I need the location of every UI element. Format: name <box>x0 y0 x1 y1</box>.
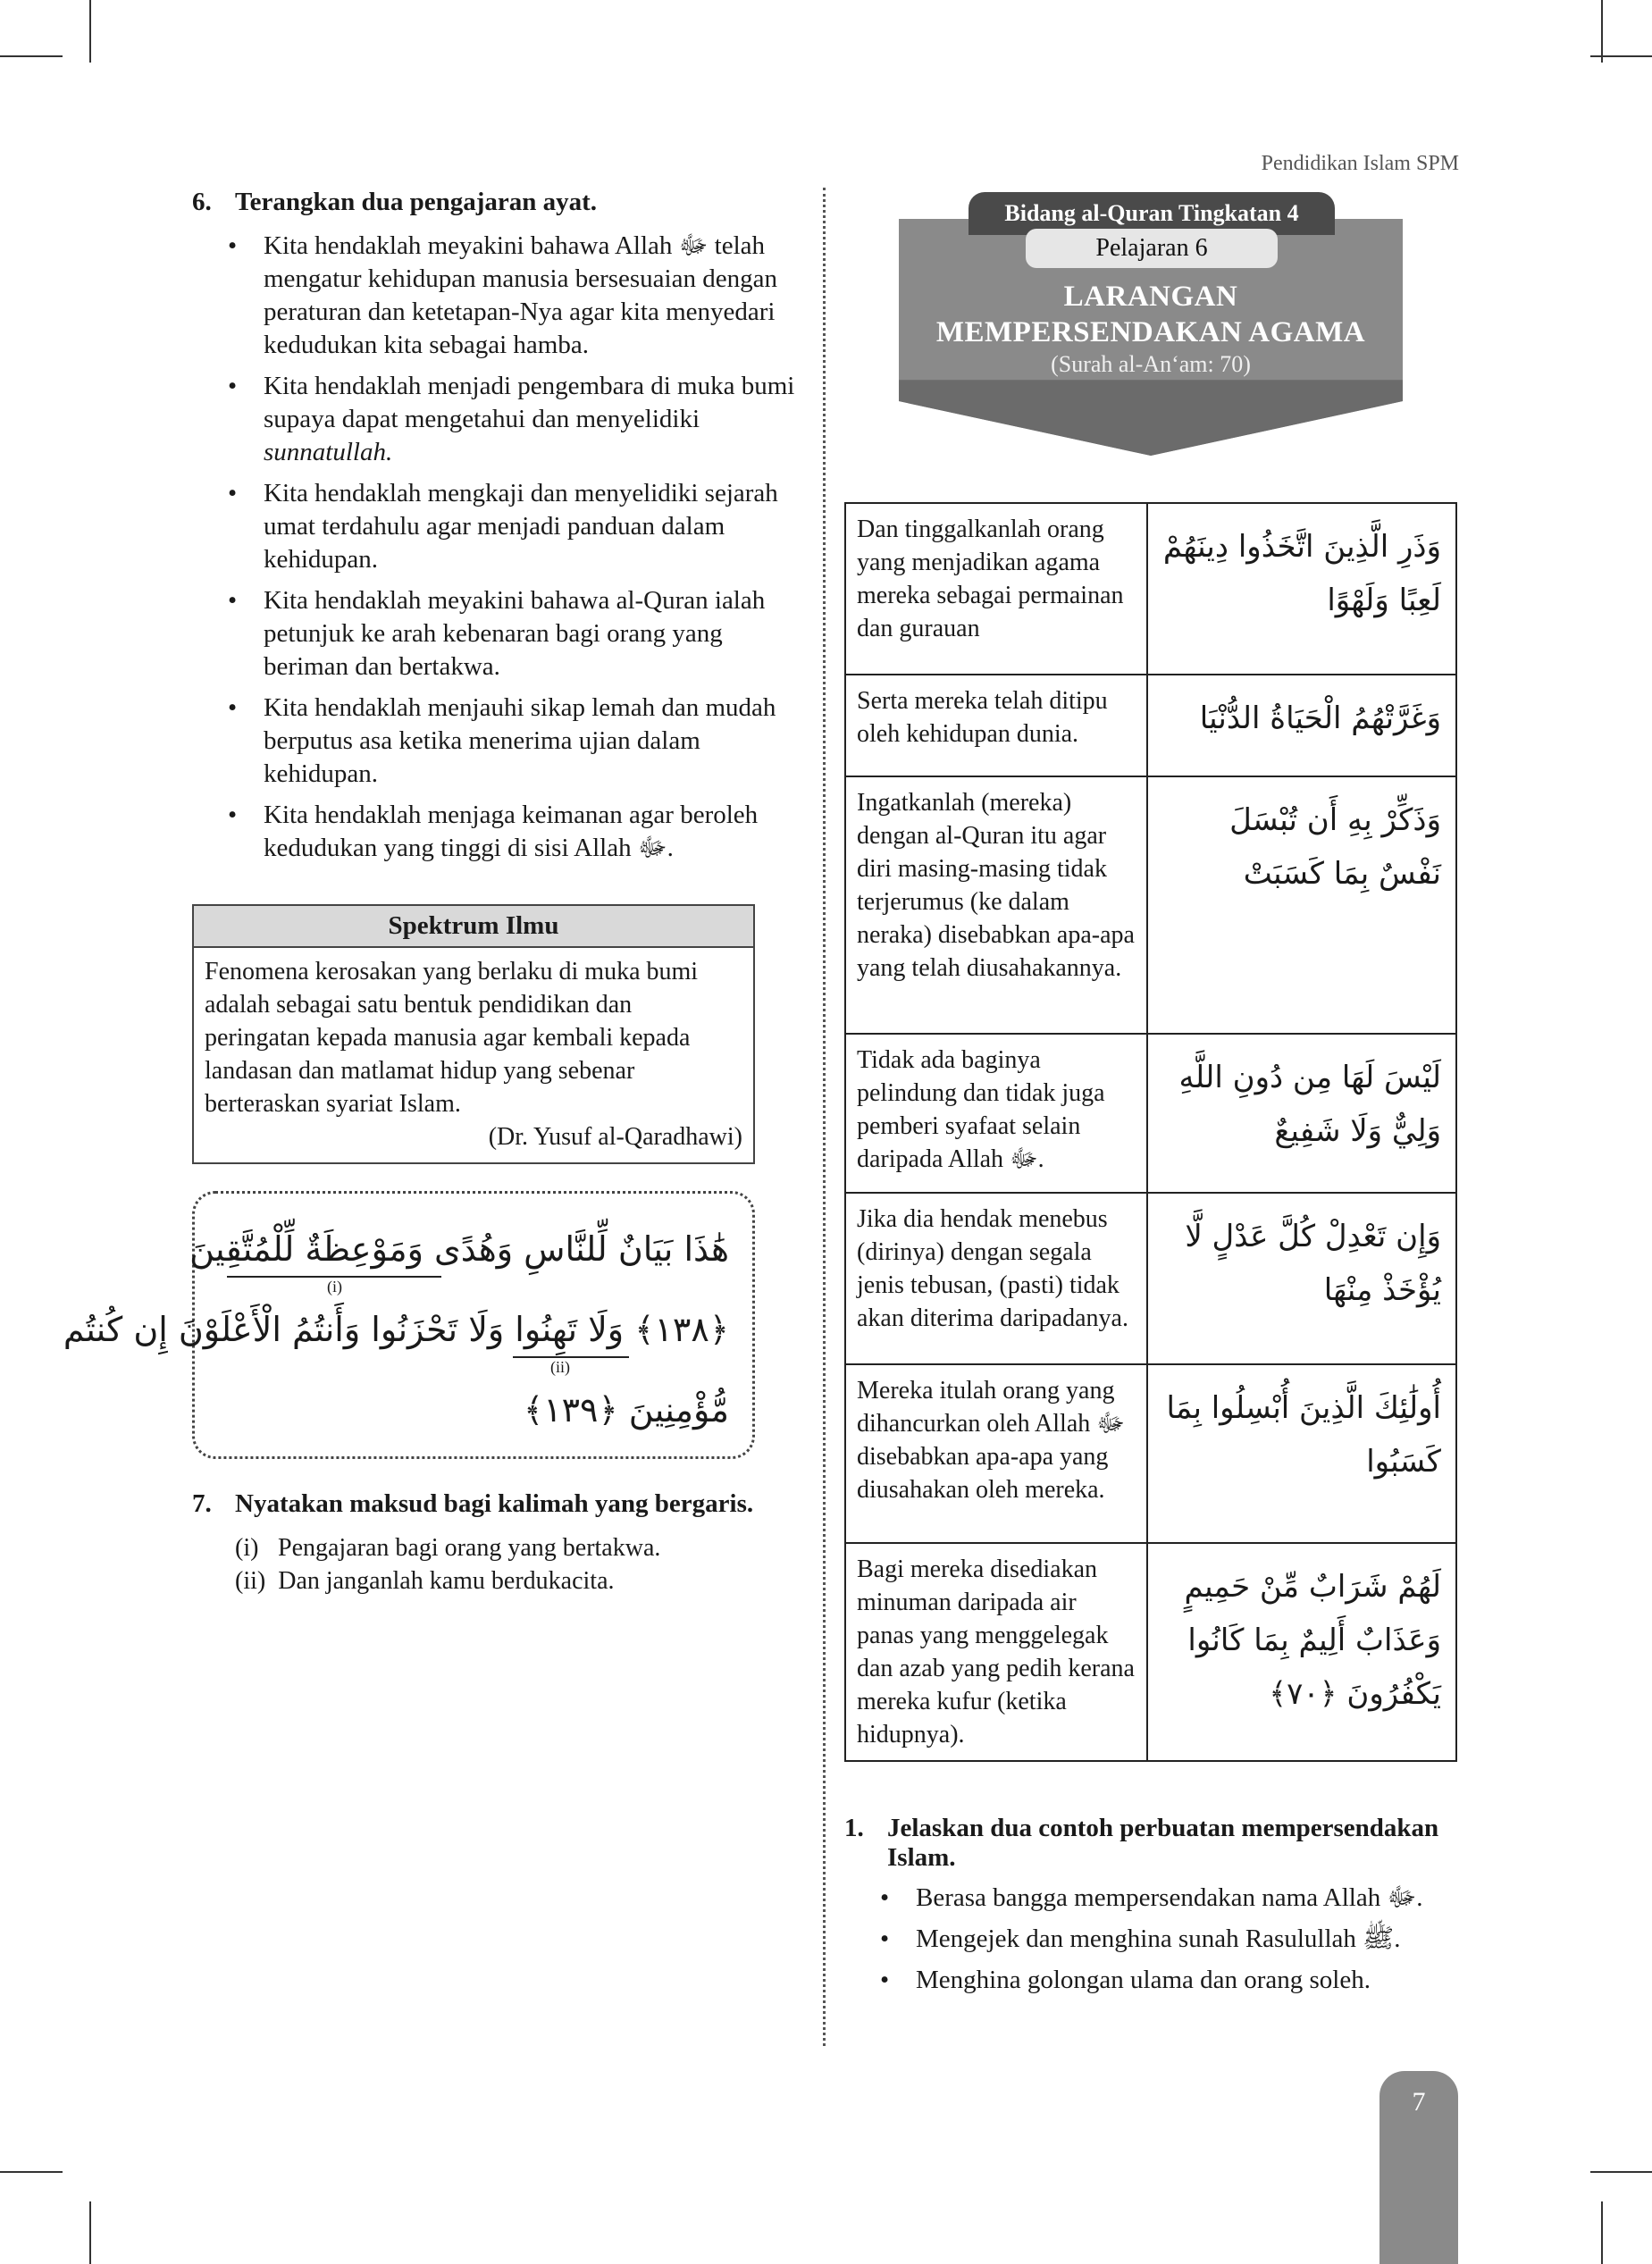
arabic-cell: لَهُمْ شَرَابٌ مِّنْ حَمِيمٍ وَعَذَابٌ أَلِيمٌ بِمَا كَانُوا يَكْفُرُونَ ﴿٧٠﴾ <box>1147 1543 1456 1761</box>
ayat-line: ﴿١٣٨﴾ وَلَا تَهِنُوا وَلَا تَحْزَنُوا وَأَنتُمُ الْأَعْلَوْنَ إِن كُنتُم <box>63 1310 729 1349</box>
page-number-tab <box>1379 2071 1458 2264</box>
item-text: Pengajaran bagi orang yang bertakwa. <box>278 1534 661 1562</box>
ayat-line: هَٰذَا بَيَانٌ لِّلنَّاسِ وَهُدًى وَمَوْعِظَةٌ لِّلْمُتَّقِينَ <box>189 1229 729 1269</box>
list-item: • Menghina golongan ulama dan orang soleh. <box>880 1964 1461 1997</box>
spektrum-source: (Dr. Yusuf al-Qaradhawi) <box>488 1123 742 1151</box>
table-row <box>845 1193 1456 1364</box>
list-item <box>228 370 809 469</box>
banner-section-label: Bidang al-Quran Tingkatan 4 <box>969 192 1335 235</box>
crop-mark <box>0 2171 63 2173</box>
question-title-row <box>192 1489 809 1519</box>
crop-mark <box>1590 2171 1652 2173</box>
table-row <box>845 675 1456 776</box>
list-item <box>235 1564 809 1597</box>
list-item: • Kita hendaklah menjauhi sikap lemah dan mudah berputus asa ketika menerima ujian dalam kehidupan. <box>228 692 809 791</box>
list-item-text: Kita hendaklah menjadi pengembara di muka bumi supaya dapat mengetahui dan menyelidiki <box>264 372 795 433</box>
translation-cell: Serta mereka telah ditipu oleh kehidupan dunia. <box>845 675 1147 776</box>
question-number: 7. <box>192 1489 212 1518</box>
question-title-row <box>844 1814 1461 1873</box>
spektrum-body <box>194 948 753 1162</box>
lesson-number-pill: Pelajaran 6 <box>1026 229 1278 268</box>
table-row <box>845 503 1456 675</box>
translation-table <box>844 502 1457 1762</box>
lesson-title-line: MEMPERSENDAKAN AGAMA <box>935 316 1366 348</box>
ayat-box <box>63 1191 755 1459</box>
item-text: Dan janganlah kamu berdukacita. <box>278 1567 615 1595</box>
item-number: (ii) <box>235 1567 266 1595</box>
running-header: Pendidikan Islam SPM <box>1261 152 1459 175</box>
mark-i: (i) <box>327 1278 342 1296</box>
table-row <box>845 1034 1456 1193</box>
arabic-cell: وَذَكِّرْ بِهِ أَن تُبْسَلَ نَفْسٌ بِمَا كَسَبَتْ <box>1147 776 1456 1034</box>
crop-mark <box>89 2201 91 2264</box>
translation-cell: Jika dia hendak menebus (dirinya) dengan segala jenis tebusan, (pasti) tidak akan diterima daripadanya. <box>845 1193 1147 1364</box>
question-7 <box>192 1489 809 1597</box>
question-number: 6. <box>192 188 212 216</box>
spektrum-heading: Spektrum Ilmu <box>194 906 753 948</box>
mark-ii: (ii) <box>550 1358 570 1376</box>
list-item: • Mengejek dan menghina sunah Rasulullah ﷺ. <box>880 1923 1461 1956</box>
question-6 <box>192 188 809 217</box>
crop-mark <box>89 0 91 63</box>
question-title: Terangkan dua pengajaran ayat. <box>235 188 598 216</box>
crop-mark <box>1601 0 1603 63</box>
list-item: • Kita hendaklah mengkaji dan menyelidiki sejarah umat terdahulu agar menjadi panduan dalam kehidupan. <box>228 477 809 576</box>
arabic-cell: وَإِن تَعْدِلْ كُلَّ عَدْلٍ لَّا يُؤْخَذْ مِنْهَا <box>1147 1193 1456 1364</box>
arabic-cell: لَيْسَ لَهَا مِن دُونِ اللَّهِ وَلِيٌّ وَلَا شَفِيعٌ <box>1147 1034 1456 1193</box>
answer-list <box>235 1531 809 1597</box>
spektrum-ilmu-box <box>192 904 755 1164</box>
crop-mark <box>1601 2201 1603 2264</box>
lesson-title-line: LARANGAN <box>1063 281 1238 313</box>
list-item <box>235 1531 809 1564</box>
arabic-cell: وَغَرَّتْهُمُ الْحَيَاةُ الدُّنْيَا <box>1147 675 1456 776</box>
translation-cell: Ingatkanlah (mereka) dengan al-Quran itu agar diri masing-masing tidak terjerumus (ke dalam neraka) disebabkan apa-apa yang telah diusahakannya. <box>845 776 1147 1034</box>
arabic-cell: وَذَرِ الَّذِينَ اتَّخَذُوا دِينَهُمْ لَعِبًا وَلَهْوًا <box>1147 503 1456 675</box>
italic-term: sunnatullah. <box>264 438 393 466</box>
question-title: Jelaskan dua contoh perbuatan mempersendakan Islam. <box>887 1814 1439 1872</box>
arabic-cell: أُولَٰئِكَ الَّذِينَ أُبْسِلُوا بِمَا كَسَبُوا <box>1147 1364 1456 1543</box>
crop-mark <box>0 55 63 57</box>
column-divider <box>823 188 826 2046</box>
banner-text <box>899 279 1403 379</box>
lesson-subtitle: (Surah al-An‘am: 70) <box>1051 351 1251 377</box>
page-number: 7 <box>1412 2087 1426 2117</box>
answer-list <box>228 230 809 865</box>
table-row <box>845 776 1456 1034</box>
translation-cell: Tidak ada baginya pelindung dan tidak juga pemberi syafaat selain daripada Allah ﷻ. <box>845 1034 1147 1193</box>
question-number: 1. <box>844 1814 864 1842</box>
left-column <box>63 188 809 1597</box>
question-title: Nyatakan maksud bagi kalimah yang bergaris. <box>235 1489 754 1518</box>
list-item: • Kita hendaklah menjaga keimanan agar beroleh kedudukan yang tinggi di sisi Allah ﷻ. <box>228 799 809 865</box>
table-row <box>845 1364 1456 1543</box>
spektrum-text: Fenomena kerosakan yang berlaku di muka bumi adalah sebagai satu bentuk pendidikan dan peringatan kepada manusia agar kembali kepada landasan dan matlamat hidup yang sebenar berteraskan syariat Islam. <box>205 958 699 1118</box>
question-1 <box>844 1814 1461 2005</box>
item-number: (i) <box>235 1534 259 1562</box>
list-item: • Kita hendaklah meyakini bahawa Allah ﷻ telah mengatur kehidupan manusia bersesuaian dengan peraturan dan ketetapan-Nya agar kita menyedari kedudukan kita sebagai hamba. <box>228 230 809 362</box>
list-item: • Berasa bangga mempersendakan nama Allah ﷻ. <box>880 1882 1461 1915</box>
ayat-line: مُّؤْمِنِينَ ﴿١٣٩﴾ <box>523 1390 729 1430</box>
table-row <box>845 1543 1456 1761</box>
list-item: • Kita hendaklah meyakini bahawa al-Quran ialah petunjuk ke arah kebenaran bagi orang yang beriman dan bertakwa. <box>228 584 809 683</box>
translation-cell: Mereka itulah orang yang dihancurkan oleh Allah ﷻ disebabkan apa-apa yang diusahakan oleh mereka. <box>845 1364 1147 1543</box>
crop-mark <box>1590 55 1652 57</box>
underline-ii <box>513 1356 629 1358</box>
answer-list <box>880 1882 1461 1997</box>
translation-cell: Dan tinggalkanlah orang yang menjadikan agama mereka sebagai permainan dan gurauan <box>845 503 1147 675</box>
translation-cell: Bagi mereka disediakan minuman daripada air panas yang menggelegak dan azab yang pedih kerana mereka kufur (ketika hidupnya). <box>845 1543 1147 1761</box>
